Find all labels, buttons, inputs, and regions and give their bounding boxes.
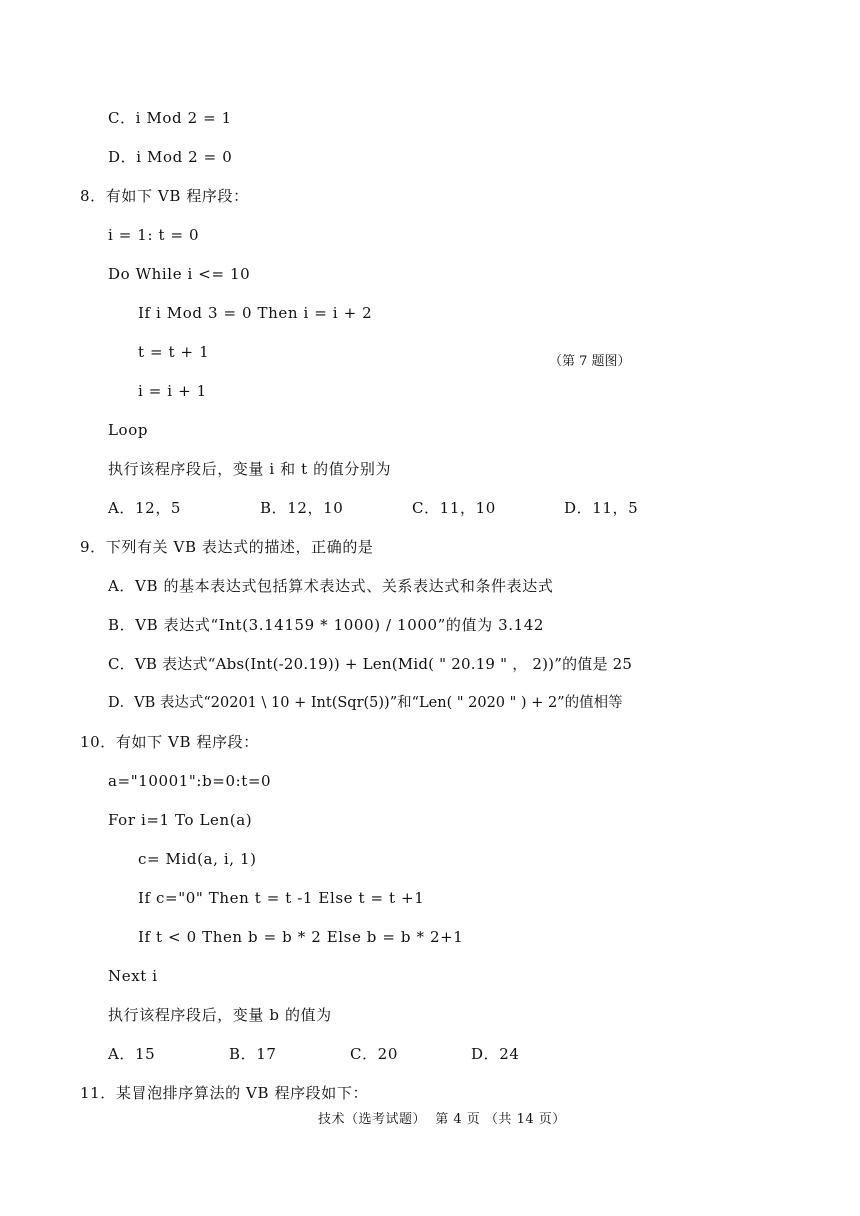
q8-stem: 8．有如下 VB 程序段： bbox=[80, 187, 249, 205]
q8-option-b: B．12，10 bbox=[260, 499, 344, 517]
q8-code-line-4: t = t + 1 bbox=[138, 343, 210, 361]
q10-code-line-4: If c="0" Then t = t -1 Else t = t +1 bbox=[138, 889, 425, 907]
q8-code-line-5: i = i + 1 bbox=[138, 382, 207, 400]
q10-option-b: B．17 bbox=[229, 1045, 277, 1063]
q8-option-d: D．11，5 bbox=[564, 499, 639, 517]
q10-code-line-6: Next i bbox=[108, 967, 158, 985]
q10-option-a: A．15 bbox=[108, 1045, 156, 1063]
q11-stem: 11．某冒泡排序算法的 VB 程序段如下： bbox=[80, 1084, 369, 1102]
q10-option-c: C．20 bbox=[350, 1045, 398, 1063]
page-footer: 技术（选考试题） 第 4 页 （共 14 页） bbox=[318, 1112, 566, 1127]
q9-option-d: D．VB 表达式“20201 \ 10 + Int(Sqr(5))”和“Len( " 2020 " ) + 2”的值相等 bbox=[108, 695, 623, 711]
q8-code-line-6: Loop bbox=[108, 421, 149, 439]
q7-figure-caption: （第 7 题图） bbox=[549, 354, 631, 369]
q8-option-a: A．12，5 bbox=[108, 499, 182, 517]
q8-option-c: C．11，10 bbox=[412, 499, 496, 517]
q10-stem: 10．有如下 VB 程序段： bbox=[80, 733, 259, 751]
q8-code-line-2: Do While i <= 10 bbox=[108, 265, 251, 283]
q10-code-line-1: a="10001":b=0:t=0 bbox=[108, 772, 272, 790]
q10-code-line-3: c= Mid(a, i, 1) bbox=[138, 850, 257, 868]
q8-code-line-3: If i Mod 3 = 0 Then i = i + 2 bbox=[138, 304, 373, 322]
q7-option-c: C．i Mod 2 = 1 bbox=[108, 109, 232, 127]
q10-code-line-5: If t < 0 Then b = b * 2 Else b = b * 2+1 bbox=[138, 928, 464, 946]
q10-option-d: D．24 bbox=[471, 1045, 520, 1063]
q9-option-a: A．VB 的基本表达式包括算术表达式、关系表达式和条件表达式 bbox=[108, 577, 554, 595]
q10-code-line-2: For i=1 To Len(a) bbox=[108, 811, 253, 829]
q8-code-line-1: i = 1: t = 0 bbox=[108, 226, 200, 244]
q8-prompt: 执行该程序段后，变量 i 和 t 的值分别为 bbox=[108, 460, 392, 478]
q10-prompt: 执行该程序段后，变量 b 的值为 bbox=[108, 1006, 332, 1024]
q7-option-d: D．i Mod 2 = 0 bbox=[108, 148, 233, 166]
q9-option-c: C．VB 表达式“Abs(Int(-20.19)) + Len(Mid( " 20.19 " ， 2))”的值是 25 bbox=[108, 655, 633, 673]
q9-option-b: B．VB 表达式“Int(3.14159 * 1000) / 1000”的值为 3.142 bbox=[108, 616, 545, 634]
q9-stem: 9．下列有关 VB 表达式的描述，正确的是 bbox=[80, 538, 374, 556]
